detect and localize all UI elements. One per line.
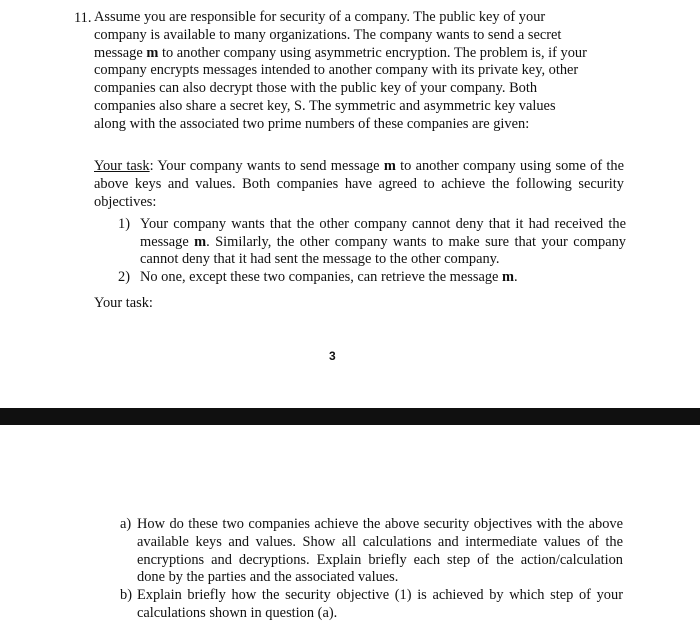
objective-number: 2) <box>118 268 130 285</box>
objective-text: Your company wants that the other company cannot deny that it had received the message m. Similarly, the other company wants to make sure that your company cannot deny that it had sent the message to the other company. <box>140 216 626 268</box>
question-line: companies can also decrypt those with the public key of your company. Both <box>94 80 538 97</box>
subquestion-text: How do these two companies achieve the above security objectives with the above available keys and values. Show all calculations and intermediate values of the encryptions and decryptions. Explain briefly each step of the action/calculation done by the parties and the associated values. <box>137 516 623 586</box>
objective-item <box>118 269 626 287</box>
question-line: Assume you are responsible for security of a company. The public key of your <box>94 9 546 25</box>
question-line: along with the associated two prime numbers of these companies are given: <box>94 115 530 132</box>
task-label-underlined: Your task <box>94 158 150 174</box>
objective-item <box>118 216 626 269</box>
question-body <box>94 9 624 134</box>
subquestion-text: Explain briefly how the security objective (1) is achieved by which step of your calculations shown in question (a). <box>137 587 623 621</box>
question-line: companies also share a secret key, S. The symmetric and asymmetric key values <box>94 97 556 114</box>
subquestion-number: b) <box>120 587 132 604</box>
task-label: Your task: <box>94 295 153 311</box>
objective-text: No one, except these two companies, can retrieve the message m. <box>140 268 518 285</box>
bold-text: m <box>194 233 207 250</box>
bold-text: m <box>146 44 159 61</box>
task-text: : Your company wants to send message m to another company using some of the above keys and values. Both companies have agreed to achieve the following security objectives: <box>94 158 624 210</box>
question-line: message m to another company using asymmetric encryption. The problem is, if your <box>94 44 587 61</box>
subquestion-item <box>120 587 623 623</box>
task-paragraph <box>94 158 624 211</box>
subquestions-list <box>120 516 623 623</box>
subquestion-number: a) <box>120 516 132 532</box>
page-divider <box>0 408 700 425</box>
bold-text: m <box>383 158 396 174</box>
page-number: 3 <box>329 349 336 363</box>
bold-text: m <box>502 268 515 285</box>
question-number: 11. <box>74 10 92 26</box>
objectives-list <box>118 216 626 286</box>
question-line: company encrypts messages intended to another company with its private key, other <box>94 62 579 79</box>
subquestion-item <box>120 516 623 587</box>
question-line: company is available to many organizations. The company wants to send a secret <box>94 26 562 43</box>
objective-number: 1) <box>118 216 130 232</box>
